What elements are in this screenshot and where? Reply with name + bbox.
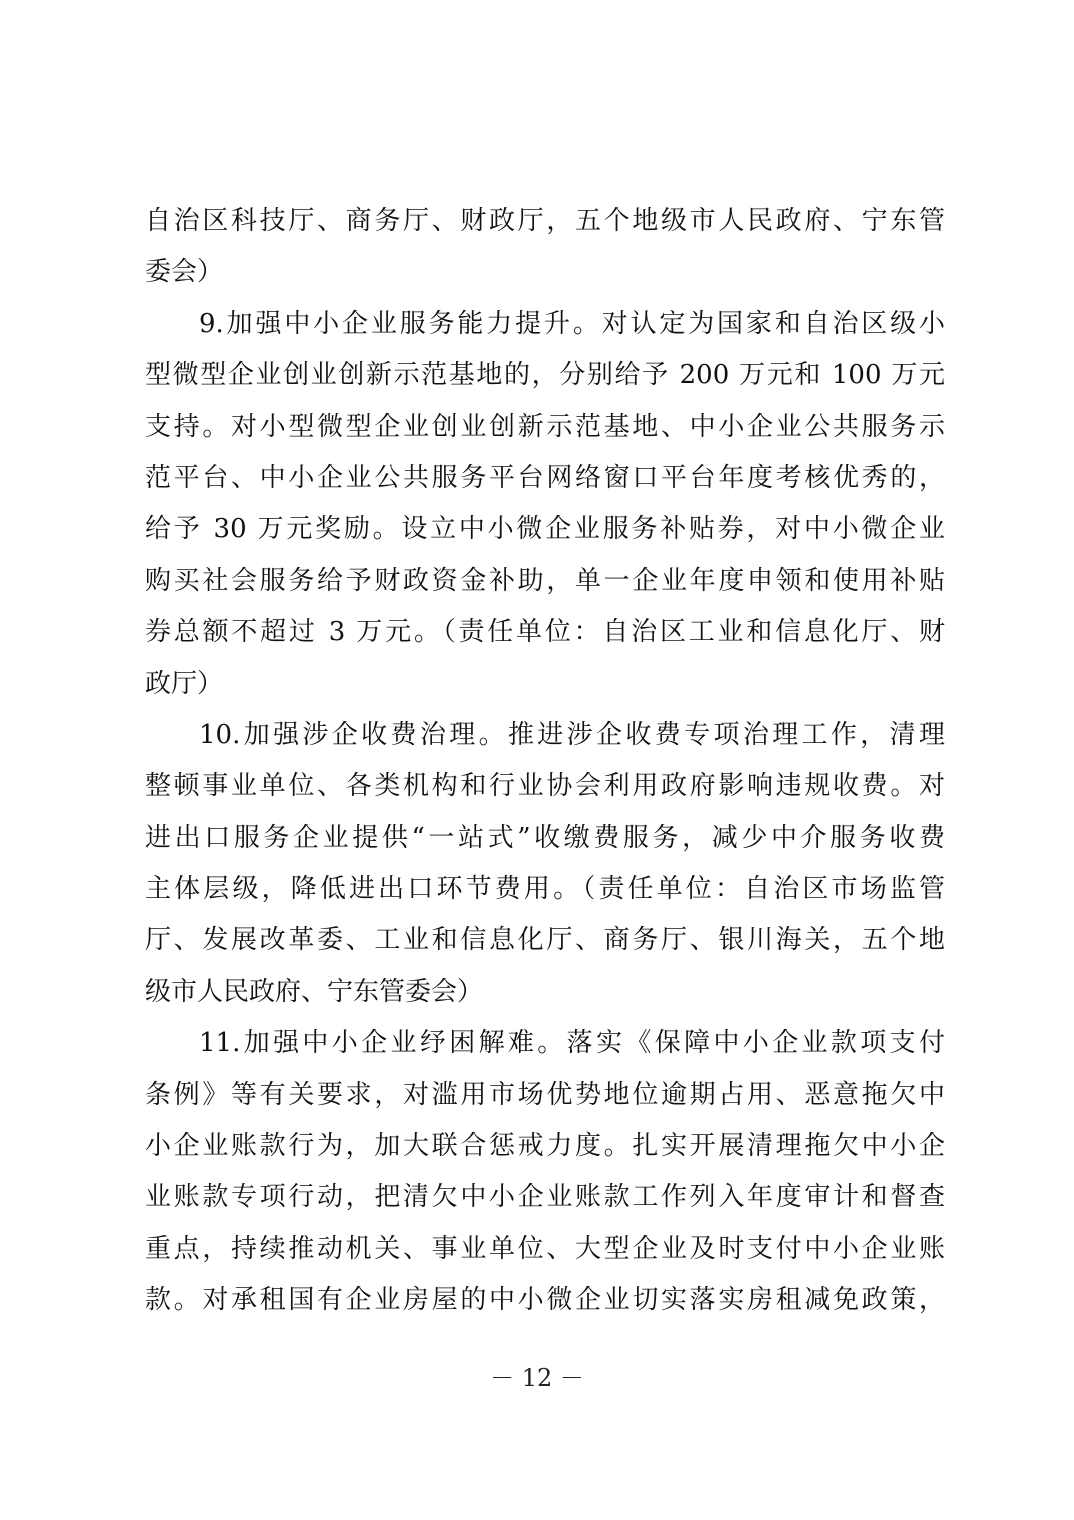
text-line: 政厅） xyxy=(145,668,224,699)
text-line: 券总额不超过 3 万元。（责任单位：自治区工业和信息化厅、财 xyxy=(145,617,945,648)
text-line: 条例》等有关要求，对滥用市场优势地位逾期占用、恶意拖欠中 xyxy=(145,1079,945,1110)
text-line: 进出口服务企业提供“一站式”收缴费服务，减少中介服务收费 xyxy=(145,822,945,853)
text-line: 业账款专项行动，把清欠中小企业账款工作列入年度审计和督查 xyxy=(145,1182,945,1213)
text-line: 10.加强涉企收费治理。推进涉企收费专项治理工作，清理 xyxy=(199,719,945,750)
text-line: 支持。对小型微型企业创业创新示范基地、中小企业公共服务示 xyxy=(145,411,945,442)
text-line: 重点，持续推动机关、事业单位、大型企业及时支付中小企业账 xyxy=(145,1233,945,1264)
text-line: 型微型企业创业创新示范基地的，分别给予 200 万元和 100 万元 xyxy=(145,360,945,391)
body-text xyxy=(145,196,945,1327)
text-line: 小企业账款行为，加大联合惩戒力度。扎实开展清理拖欠中小企 xyxy=(145,1131,945,1162)
text-line: 11.加强中小企业纾困解难。落实《保障中小企业款项支付 xyxy=(199,1028,945,1059)
text-line: 自治区科技厅、商务厅、财政厅，五个地级市人民政府、宁东管 xyxy=(145,206,945,236)
text-line: 主体层级，降低进出口环节费用。（责任单位：自治区市场监管 xyxy=(145,874,945,905)
text-line: 给予 30 万元奖励。设立中小微企业服务补贴券，对中小微企业 xyxy=(145,514,945,545)
page-number: － 12 － xyxy=(490,1364,584,1392)
text-line: 整顿事业单位、各类机构和行业协会利用政府影响违规收费。对 xyxy=(145,771,945,802)
text-line: 9.加强中小企业服务能力提升。对认定为国家和自治区级小 xyxy=(199,308,945,339)
text-line: 款。对承租国有企业房屋的中小微企业切实落实房租减免政策， xyxy=(145,1285,945,1316)
text-line: 委会） xyxy=(145,257,224,288)
text-line: 级市人民政府、宁东管委会） xyxy=(145,976,484,1007)
text-line: 范平台、中小企业公共服务平台网络窗口平台年度考核优秀的， xyxy=(145,462,945,493)
text-line: 厅、发展改革委、工业和信息化厅、商务厅、银川海关，五个地 xyxy=(145,925,945,956)
text-line: 购买社会服务给予财政资金补助，单一企业年度申领和使用补贴 xyxy=(145,565,945,596)
